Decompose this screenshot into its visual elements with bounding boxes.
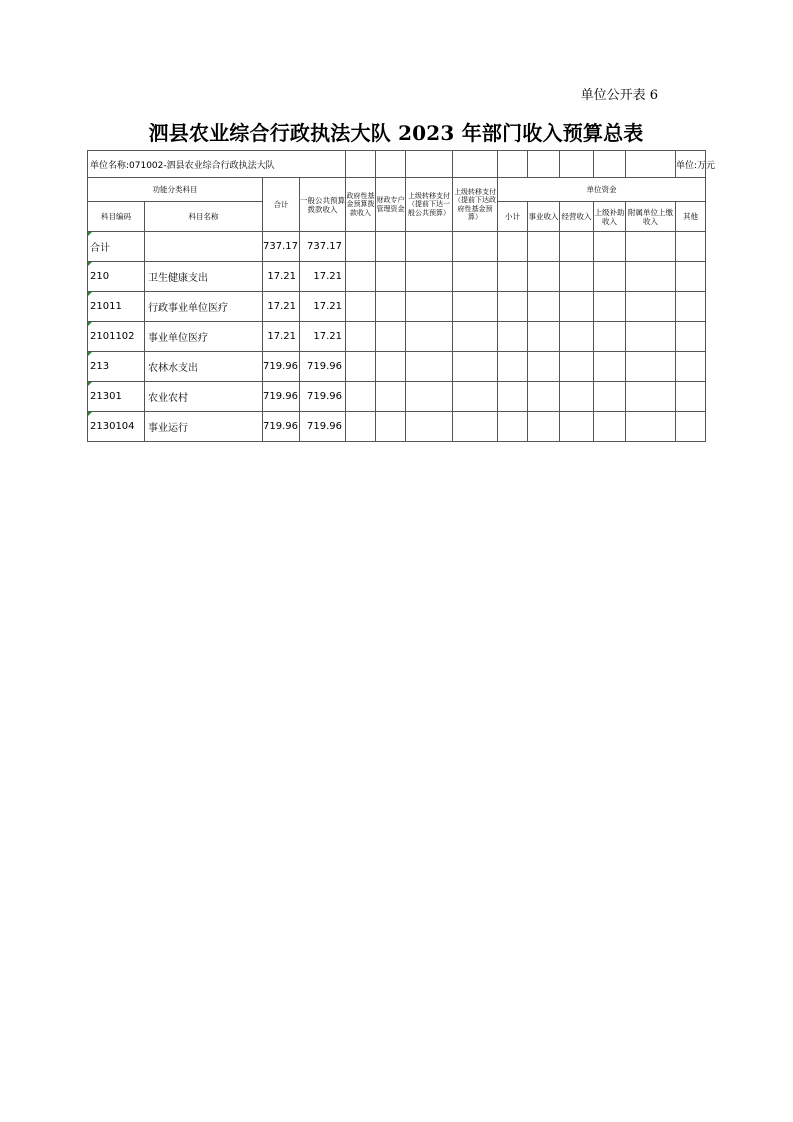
cell-empty	[676, 412, 706, 442]
cell-empty	[498, 232, 528, 262]
cell-empty	[406, 412, 453, 442]
cell-total: 17.21	[263, 322, 300, 352]
header-subject-name: 科目名称	[145, 202, 263, 232]
cell-empty	[346, 262, 376, 292]
cell-empty	[498, 322, 528, 352]
cell-empty	[498, 292, 528, 322]
cell-empty	[453, 292, 498, 322]
header-unit-funds: 单位资金	[498, 178, 706, 202]
cell-general-budget: 17.21	[300, 322, 346, 352]
cell-general-budget: 719.96	[300, 352, 346, 382]
table-number-label: 单位公开表 6	[580, 88, 658, 103]
cell-general-budget: 17.21	[300, 292, 346, 322]
cell-empty	[376, 322, 406, 352]
header-business-income: 事业收入	[528, 202, 560, 232]
cell-subject-code: 210	[88, 262, 145, 292]
cell-empty	[676, 352, 706, 382]
cell-subject-code: 21011	[88, 292, 145, 322]
cell-subject-name: 事业运行	[145, 412, 263, 442]
cell-empty	[406, 352, 453, 382]
info-row	[88, 151, 706, 178]
cell-empty	[346, 322, 376, 352]
cell-empty	[560, 292, 594, 322]
cell-general-budget: 17.21	[300, 262, 346, 292]
header-transfer-general: 上级转移支付（提前下达一般公共预算）	[406, 178, 453, 232]
cell-subject-code: 2101102	[88, 322, 145, 352]
header-affiliated-income: 附属单位上缴收入	[626, 202, 676, 232]
cell-subject-code: 合计	[88, 232, 145, 262]
cell-empty	[594, 352, 626, 382]
cell-empty	[346, 382, 376, 412]
cell-subject-name: 卫生健康支出	[145, 262, 263, 292]
cell-general-budget: 719.96	[300, 382, 346, 412]
cell-empty	[528, 352, 560, 382]
cell-empty	[346, 292, 376, 322]
cell-subject-code: 213	[88, 352, 145, 382]
cell-empty	[626, 262, 676, 292]
cell-subject-name: 行政事业单位医疗	[145, 292, 263, 322]
cell-empty	[453, 232, 498, 262]
table-row	[88, 262, 706, 292]
header-row-1	[88, 178, 706, 202]
cell-empty	[376, 262, 406, 292]
cell-subject-name: 农业农村	[145, 382, 263, 412]
header-transfer-fund: 上级转移支付（提前下达政府性基金预算）	[453, 178, 498, 232]
cell-empty	[594, 412, 626, 442]
table-row	[88, 322, 706, 352]
cell-empty	[453, 412, 498, 442]
unit-measure: 单位:万元	[676, 151, 706, 178]
cell-subject-name: 事业单位医疗	[145, 322, 263, 352]
cell-empty	[626, 352, 676, 382]
table-row	[88, 232, 706, 262]
header-total: 合计	[263, 178, 300, 232]
cell-empty	[406, 322, 453, 352]
cell-empty	[676, 232, 706, 262]
cell-subject-name: 农林水支出	[145, 352, 263, 382]
cell-empty	[498, 262, 528, 292]
cell-empty	[453, 322, 498, 352]
cell-empty	[560, 352, 594, 382]
table-body	[88, 232, 706, 442]
cell-empty	[498, 382, 528, 412]
cell-subject-code: 21301	[88, 382, 145, 412]
cell-empty	[406, 232, 453, 262]
table-row	[88, 352, 706, 382]
cell-empty	[376, 352, 406, 382]
cell-empty	[528, 382, 560, 412]
cell-empty	[376, 412, 406, 442]
header-subject-code: 科目编码	[88, 202, 145, 232]
header-general-budget: 一般公共预算拨款收入	[300, 178, 346, 232]
cell-empty	[528, 322, 560, 352]
cell-empty	[376, 232, 406, 262]
cell-empty	[346, 232, 376, 262]
cell-empty	[453, 262, 498, 292]
header-fiscal-special: 财政专户管理资金	[376, 178, 406, 232]
cell-general-budget: 737.17	[300, 232, 346, 262]
cell-empty	[626, 232, 676, 262]
cell-empty	[406, 262, 453, 292]
cell-total: 17.21	[263, 262, 300, 292]
cell-empty	[594, 232, 626, 262]
cell-total: 719.96	[263, 352, 300, 382]
cell-empty	[626, 382, 676, 412]
cell-empty	[346, 352, 376, 382]
table-row	[88, 292, 706, 322]
cell-total: 17.21	[263, 292, 300, 322]
cell-empty	[560, 262, 594, 292]
header-other: 其他	[676, 202, 706, 232]
cell-empty	[594, 322, 626, 352]
cell-empty	[453, 352, 498, 382]
cell-empty	[560, 322, 594, 352]
cell-total: 719.96	[263, 412, 300, 442]
header-superior-subsidy: 上级补助收入	[594, 202, 626, 232]
cell-empty	[528, 292, 560, 322]
cell-empty	[560, 232, 594, 262]
cell-empty	[453, 382, 498, 412]
cell-empty	[594, 382, 626, 412]
cell-empty	[346, 412, 376, 442]
cell-empty	[626, 292, 676, 322]
page-title: 泗县农业综合行政执法大队 2023 年部门收入预算总表	[148, 121, 644, 145]
cell-empty	[676, 382, 706, 412]
cell-empty	[528, 232, 560, 262]
header-functional-category: 功能分类科目	[88, 178, 263, 202]
cell-empty	[528, 412, 560, 442]
cell-subject-name	[145, 232, 263, 262]
cell-empty	[594, 292, 626, 322]
cell-empty	[676, 292, 706, 322]
cell-empty	[406, 382, 453, 412]
cell-total: 737.17	[263, 232, 300, 262]
unit-name: 单位名称:071002-泗县农业综合行政执法大队	[88, 151, 263, 178]
header-operating-income: 经营收入	[560, 202, 594, 232]
header-gov-fund: 政府性基金预算拨款收入	[346, 178, 376, 232]
header-subtotal: 小计	[498, 202, 528, 232]
cell-empty	[376, 292, 406, 322]
cell-subject-code: 2130104	[88, 412, 145, 442]
cell-empty	[560, 412, 594, 442]
cell-empty	[406, 292, 453, 322]
cell-empty	[676, 262, 706, 292]
table-row	[88, 382, 706, 412]
cell-empty	[498, 412, 528, 442]
cell-empty	[528, 262, 560, 292]
cell-general-budget: 719.96	[300, 412, 346, 442]
cell-empty	[560, 382, 594, 412]
cell-empty	[498, 352, 528, 382]
cell-total: 719.96	[263, 382, 300, 412]
table-row	[88, 412, 706, 442]
cell-empty	[626, 322, 676, 352]
income-budget-table	[87, 150, 716, 442]
cell-empty	[376, 382, 406, 412]
cell-empty	[594, 262, 626, 292]
cell-empty	[626, 412, 676, 442]
cell-empty	[676, 322, 706, 352]
